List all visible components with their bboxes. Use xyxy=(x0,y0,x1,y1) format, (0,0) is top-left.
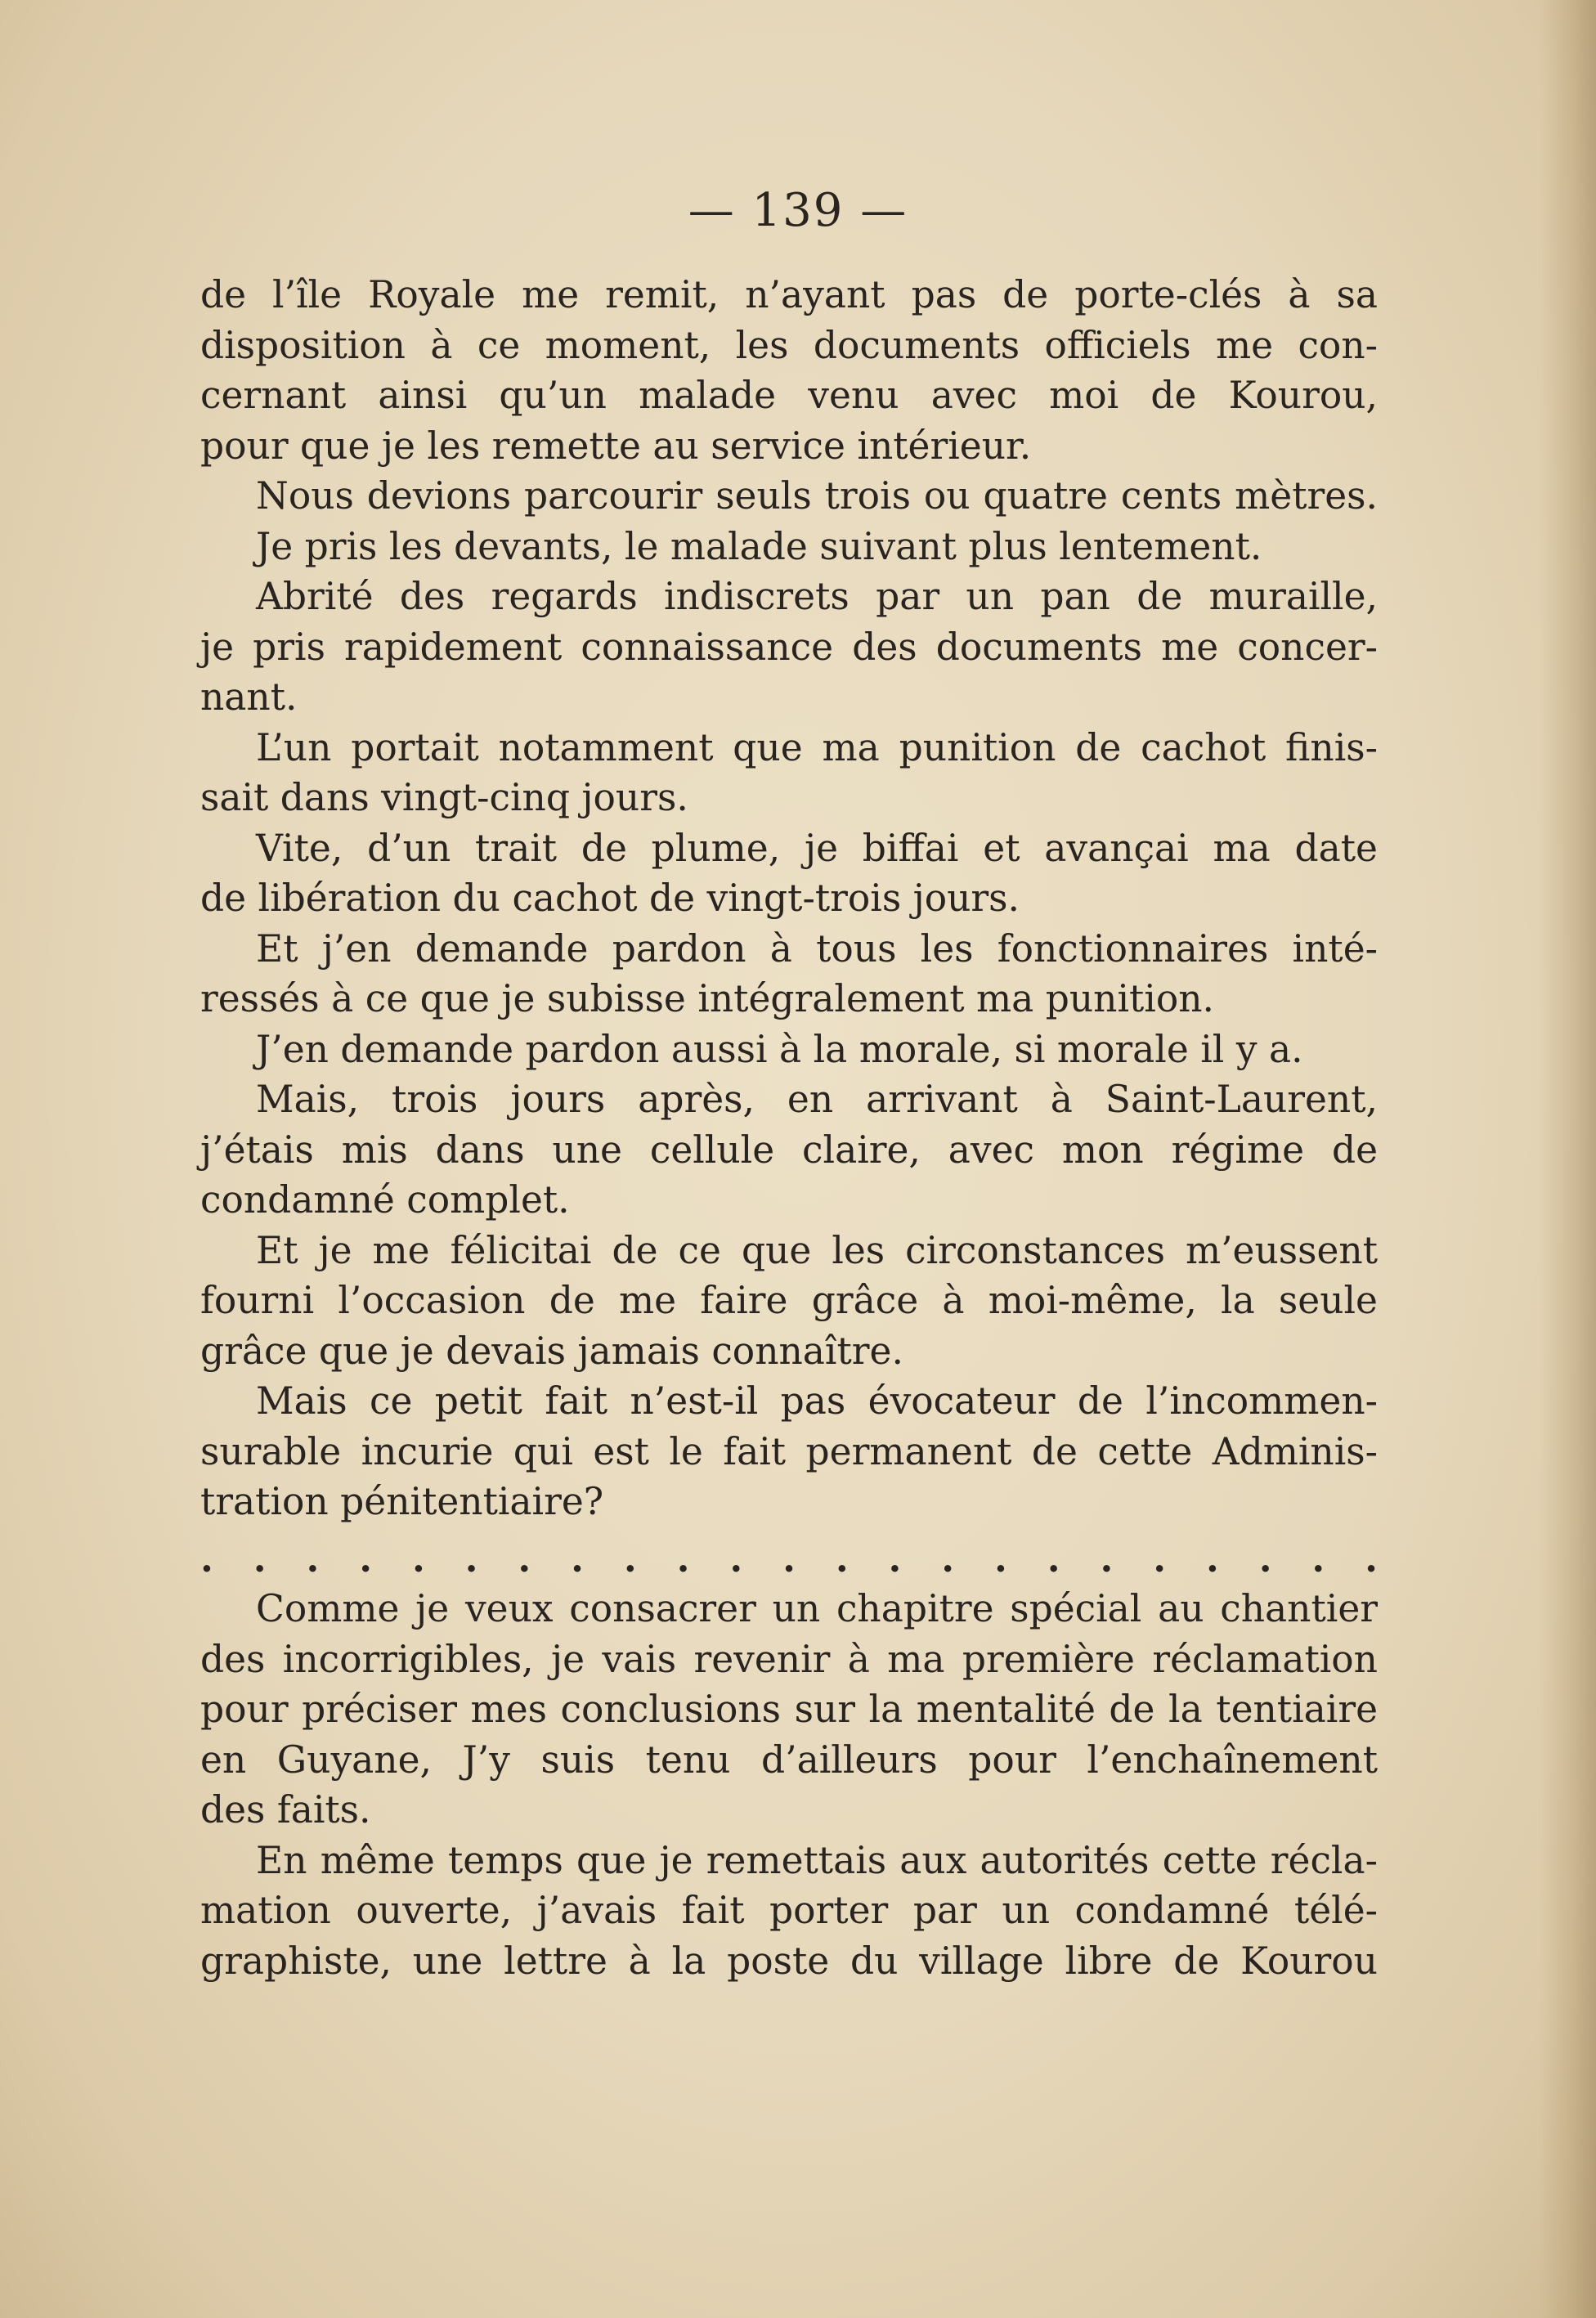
text-line: sait dans vingt-cinq jours. xyxy=(200,776,688,819)
text-line: Mais ce petit fait n’est-il pas évocateur de l’incommen- xyxy=(256,1379,1378,1423)
text-line: Vite, d’un trait de plume, je biffai et avançai ma date xyxy=(256,826,1378,870)
text-line: Et je me félicitai de ce que les circonstances m’eussent xyxy=(256,1228,1378,1272)
text-line: je pris rapidement connaissance des documents me concer- xyxy=(200,625,1378,669)
page-edge-shadow xyxy=(1539,0,1596,2318)
page-number: — 139 — xyxy=(688,184,908,237)
text-line: de libération du cachot de vingt-trois jours. xyxy=(200,877,1020,920)
text-line: des faits. xyxy=(200,1788,371,1832)
text-line: tration pénitentiaire? xyxy=(200,1480,604,1523)
text-line: surable incurie qui est le fait permanent de cette Adminis- xyxy=(200,1429,1378,1473)
text-line: mation ouverte, j’avais fait porter par un condamné télé- xyxy=(200,1889,1378,1932)
separator-dots: . . . . . . . . . . . . . . . . . . . . . . . xyxy=(200,1536,1378,1580)
text-line: fourni l’occasion de me faire grâce à moi-même, la seule xyxy=(200,1279,1378,1322)
text-line: L’un portait notamment que ma punition de cachot finis- xyxy=(256,725,1378,769)
text-line: Nous devions parcourir seuls trois ou quatre cents mètres. xyxy=(256,474,1378,518)
spacer xyxy=(200,1527,1378,1534)
text-line: Comme je veux consacrer un chapitre spécial au chantier xyxy=(256,1587,1378,1630)
text-line: Mais, trois jours après, en arrivant à Saint-Laurent, xyxy=(256,1078,1378,1121)
text-line: Abrité des regards indiscrets par un pan de muraille, xyxy=(256,575,1378,618)
text-line: cernant ainsi qu’un malade venu avec moi de Kourou, xyxy=(200,374,1378,417)
text-line: En même temps que je remettais aux autorités cette récla- xyxy=(256,1838,1378,1882)
text-line: Je pris les devants, le malade suivant plus lentement. xyxy=(256,524,1262,568)
paragraphs-after-separator xyxy=(200,1584,1378,1986)
text-line: graphiste, une lettre à la poste du village libre de Kourou xyxy=(200,1939,1378,1983)
text-line: ressés à ce que je subisse intégralement ma punition. xyxy=(200,977,1215,1020)
text-line: J’en demande pardon aussi à la morale, si morale il y a. xyxy=(256,1027,1303,1071)
paragraphs-before-separator xyxy=(200,270,1378,1527)
text-line: de l’île Royale me remit, n’ayant pas de porte-clés à sa xyxy=(200,273,1378,316)
text-line: Et j’en demande pardon à tous les fonctionnaires inté- xyxy=(256,926,1378,971)
body-text xyxy=(200,270,1378,1986)
text-line: des incorrigibles, je vais revenir à ma première réclamation xyxy=(200,1637,1378,1681)
text-line: j’étais mis dans une cellule claire, avec mon régime de xyxy=(200,1128,1378,1172)
text-line: disposition à ce moment, les documents officiels me con- xyxy=(200,323,1378,367)
text-line: pour que je les remette au service intérieur. xyxy=(200,424,1032,468)
text-line: pour préciser mes conclusions sur la mentalité de la tentiaire xyxy=(200,1688,1378,1731)
text-line: en Guyane, J’y suis tenu d’ailleurs pour l’enchaînement xyxy=(200,1737,1378,1782)
text-line: grâce que je devais jamais connaître. xyxy=(200,1329,903,1373)
text-line: nant. xyxy=(200,675,298,719)
text-line: condamné complet. xyxy=(200,1178,570,1222)
